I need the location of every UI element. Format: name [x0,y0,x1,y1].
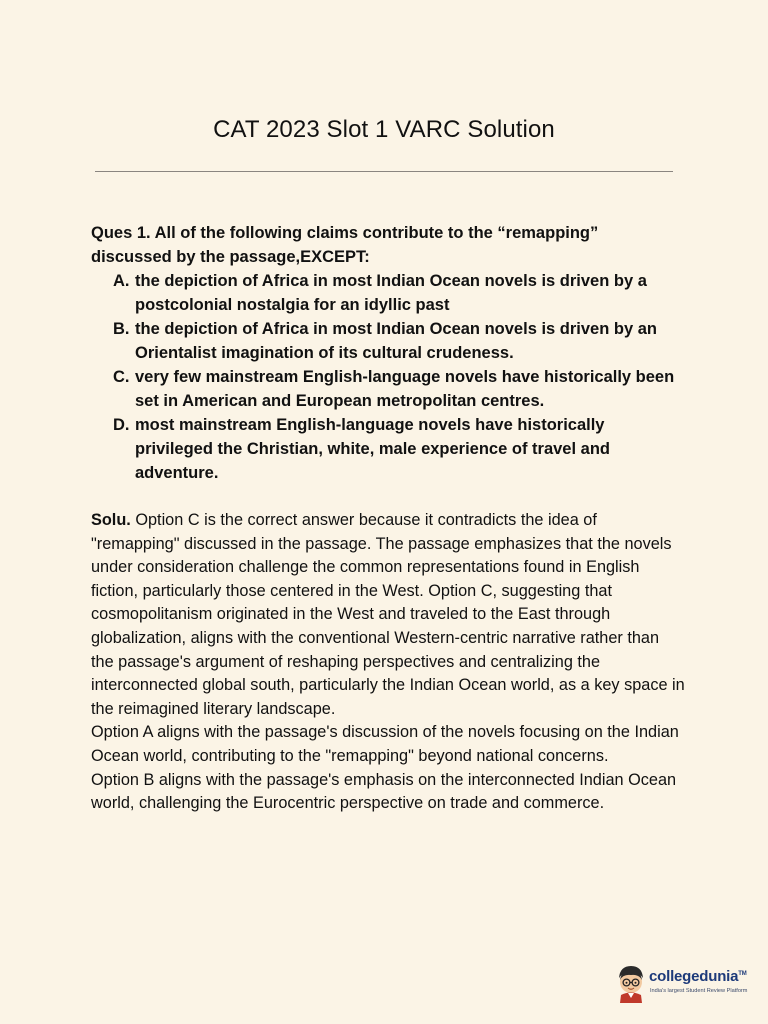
solution-label: Solu. [91,511,131,529]
option-letter: D. [113,416,130,434]
logo-name: collegedunia [649,968,739,985]
solution-paragraph [91,509,686,721]
option-c [91,365,681,413]
solution-block [91,509,686,816]
option-letter: C. [113,368,130,386]
logo-tm: TM [738,971,747,977]
option-a [91,269,681,317]
title-divider [95,171,673,172]
option-text: very few mainstream English-language novels have historically been set in American and European metropolitan centres. [135,368,675,410]
collegedunia-logo[interactable] [614,963,754,1003]
option-letter: B. [113,320,130,338]
solution-paragraph: Option A aligns with the passage's discussion of the novels focusing on the Indian Ocean world, contributing to the "remapping" beyond national concerns. [91,723,679,765]
option-b [91,317,681,365]
option-letter: A. [113,272,130,290]
page-title: CAT 2023 Slot 1 VARC Solution [213,116,555,143]
logo-tagline: India's largest Student Review Platform [650,988,748,994]
solution-text: Option C is the correct answer because it contradicts the idea of "remapping" discussed in the passage. The passage emphasizes that the novels under consideration challenge the common representations found in English fiction, particularly those centered in the West. Option C, suggesting that cosmopolitanism originated in the West and traveled to the East through globalization, aligns with the conventional Western-centric narrative rather than the passage's argument of reshaping perspectives and centralizing the interconnected global south, particularly the Indian Ocean world, as a key space in the reimagined literary landscape. [91,511,685,718]
option-list [91,269,681,485]
option-text: the depiction of Africa in most Indian Ocean novels is driven by a postcolonial nostalgia for an idyllic past [135,272,647,314]
question-prompt: Ques 1. All of the following claims contribute to the “remapping” discussed by the passage,EXCEPT: [91,224,599,266]
question-block [91,221,681,485]
option-d [91,413,681,485]
option-text: the depiction of Africa in most Indian Ocean novels is driven by an Orientalist imagination of its cultural crudeness. [135,320,657,362]
option-text: most mainstream English-language novels have historically privileged the Christian, white, male experience of travel and adventure. [135,416,610,482]
solution-paragraph: Option B aligns with the passage's emphasis on the interconnected Indian Ocean world, challenging the Eurocentric perspective on trade and commerce. [91,770,677,813]
mascot-icon [614,963,648,1003]
